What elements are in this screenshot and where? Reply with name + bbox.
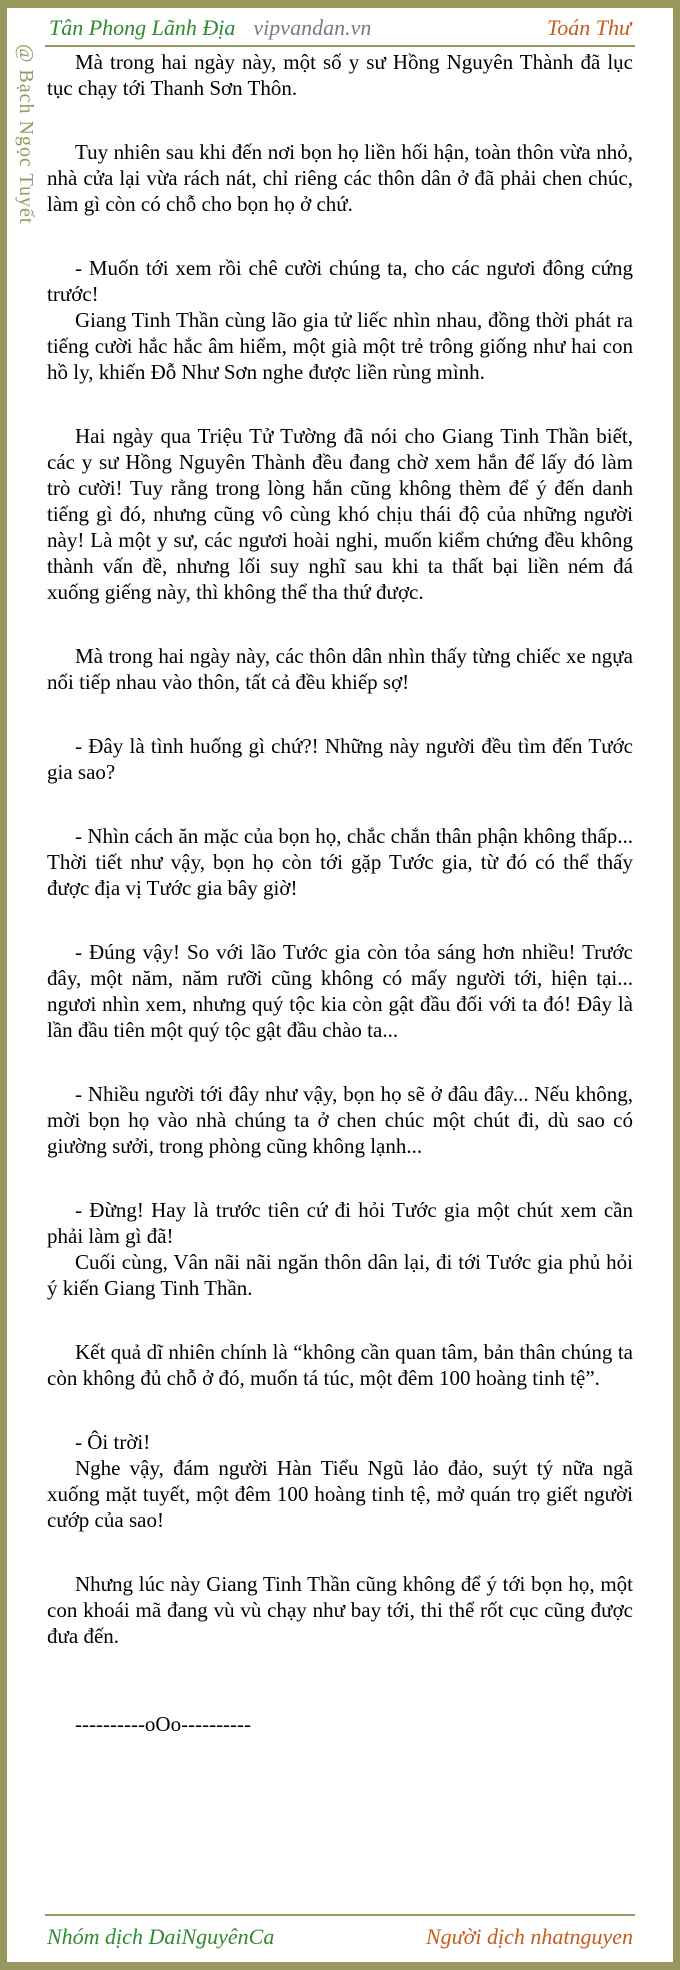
header-divider <box>45 45 635 47</box>
paragraph: Hai ngày qua Triệu Tử Tường đã nói cho Giang Tinh Thần biết, các y sư Hồng Nguyên Thành đều đang chờ xem hắn để lấy đó làm trò cười! Tuy rằng trong lòng hắn cũng không thèm để ý đến danh tiếng gì đó, nhưng cũng vô cùng khó chịu thái độ của những người này! Là một y sư, các ngươi hoài nghi, muốn kiểm chứng đều không thành vấn đề, nhưng lối suy nghĩ sau khi ta thất bại liền ném đá xuống giếng này, thì không thể tha thứ được. <box>47 424 633 604</box>
paragraph: - Đây là tình huống gì chứ?! Những này người đều tìm đến Tước gia sao? <box>47 734 633 784</box>
paragraph: Nghe vậy, đám người Hàn Tiểu Ngũ lảo đảo, suýt tý nữa ngã xuống mặt tuyết, một đêm 100 hoàng tinh tệ, mở quán trọ giết người cướp của sao! <box>47 1456 633 1532</box>
section-separator: ----------oOo---------- <box>75 1712 252 1736</box>
paragraph: Cuối cùng, Vân nãi nãi ngăn thôn dân lại, đi tới Tước gia phủ hỏi ý kiến Giang Tinh Thần. <box>47 1250 633 1300</box>
paragraph: - Nhìn cách ăn mặc của bọn họ, chắc chắn thân phận không thấp... Thời tiết như vậy, bọn họ còn tới gặp Tước gia, từ đó có thể thấy được địa vị Tước gia bây giờ! <box>47 824 633 900</box>
page-footer <box>47 1922 633 1952</box>
footer-divider <box>45 1914 635 1916</box>
paragraph: Mà trong hai ngày này, một số y sư Hồng Nguyên Thành đã lục tục chạy tới Thanh Sơn Thôn. <box>47 50 633 100</box>
paragraph: Nhưng lúc này Giang Tinh Thần cũng không để ý tới bọn họ, một con khoái mã đang vù vù chạy như bay tới, thi thể rốt cục cũng được đưa đến. <box>47 1572 633 1648</box>
author-watermark: @ Bạch Ngọc Tuyết <box>15 44 37 225</box>
paragraph: - Đừng! Hay là trước tiên cứ đi hỏi Tước gia một chút xem cần phải làm gì đã! <box>47 1198 633 1248</box>
paragraph: - Ôi trời! <box>75 1430 151 1454</box>
chapter-title: Toán Thư <box>547 15 631 40</box>
paragraph: Mà trong hai ngày này, các thôn dân nhìn thấy từng chiếc xe ngựa nối tiếp nhau vào thôn, tất cả đều khiếp sợ! <box>47 644 633 694</box>
paragraph: Tuy nhiên sau khi đến nơi bọn họ liền hối hận, toàn thôn vừa nhỏ, nhà cửa lại vừa rách nát, chỉ riêng các thôn dân ở đã phải chen chúc, làm gì còn có chỗ cho bọn họ ở chứ. <box>47 140 633 216</box>
paragraph: - Nhiều người tới đây như vậy, bọn họ sẽ ở đâu đây... Nếu không, mời bọn họ vào nhà chúng ta ở chen chúc một chút đi, dù sao có giường sưởi, trong phòng cũng không lạnh... <box>47 1082 633 1158</box>
paragraph: - Đúng vậy! So với lão Tước gia còn tỏa sáng hơn nhiều! Trước đây, một năm, năm rưỡi cũng không có mấy người tới, hiện tại... ngươi nhìn xem, nhưng quý tộc kia còn gật đầu đối với ta đó! Đây là lần đầu tiên một quý tộc gật đầu chào ta... <box>47 940 633 1042</box>
paragraph: Kết quả dĩ nhiên chính là “không cần quan tâm, bản thân chúng ta còn không đủ chỗ ở đó, muốn tá túc, một đêm 100 hoàng tinh tệ”. <box>47 1340 633 1390</box>
chapter-content <box>47 49 633 1737</box>
paragraph: - Muốn tới xem rồi chê cười chúng ta, cho các ngươi đông cứng trước! <box>47 256 633 306</box>
site-link[interactable]: vipvandan.vn <box>253 15 372 40</box>
translation-group-credit: Nhóm dịch DaiNguyênCa <box>47 1924 275 1949</box>
paragraph: Giang Tinh Thần cùng lão gia tử liếc nhìn nhau, đồng thời phát ra tiếng cười hắc hắc âm hiểm, một già một trẻ trông giống như hai con hồ ly, khiến Đỗ Như Sơn nghe được liền rùng mình. <box>47 308 633 384</box>
book-title[interactable]: Tân Phong Lãnh Địa <box>49 15 236 40</box>
page-header <box>7 8 673 42</box>
translator-credit: Người dịch nhatnguyen <box>425 1924 633 1949</box>
